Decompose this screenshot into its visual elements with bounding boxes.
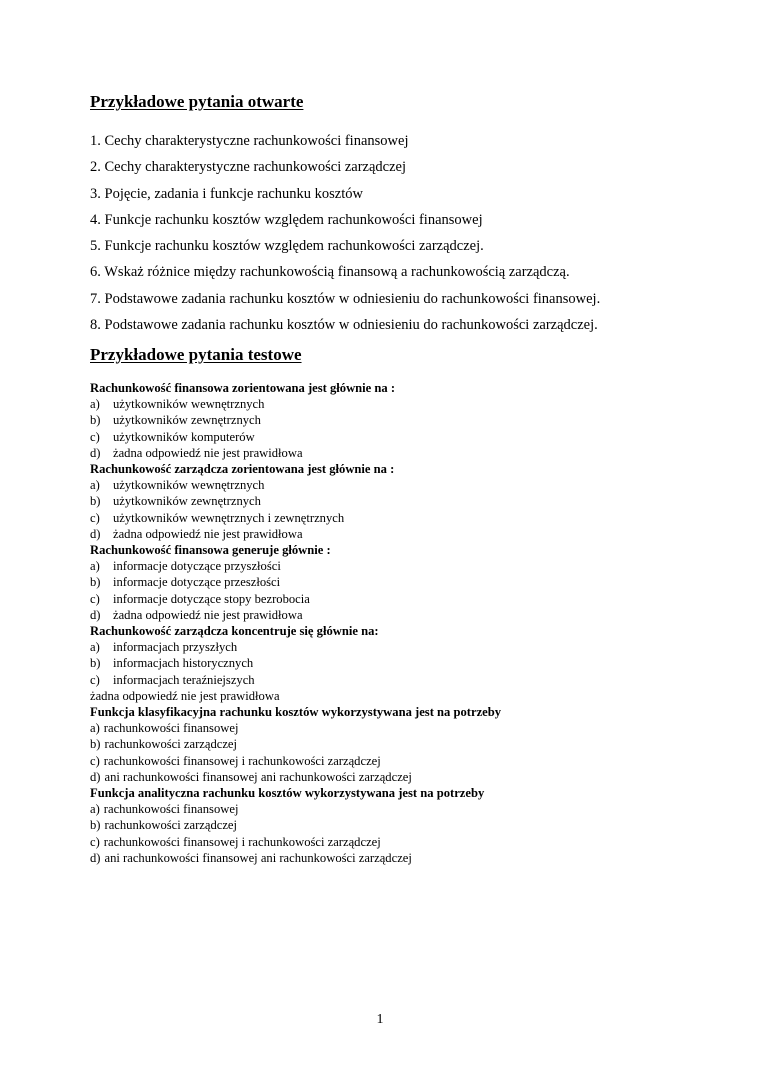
option-text: żadna odpowiedź nie jest prawidłowa: [113, 526, 303, 541]
answer-option: [90, 639, 501, 655]
answer-option: [90, 412, 501, 428]
option-text: żadna odpowiedź nie jest prawidłowa: [113, 445, 303, 460]
answer-option: [90, 801, 501, 817]
option-text: informacjach przyszłych: [113, 640, 238, 655]
option-label: a): [90, 802, 100, 817]
option-text: użytkowników wewnętrznych i zewnętrznych: [113, 510, 345, 525]
option-label: a): [90, 640, 100, 655]
option-text: użytkowników zewnętrznych: [113, 494, 261, 509]
answer-option: [90, 558, 501, 574]
option-label: c): [90, 834, 100, 849]
option-text: rachunkowości finansowej i rachunkowości zarządczej: [103, 834, 381, 849]
option-text: żadna odpowiedź nie jest prawidłowa: [90, 688, 280, 703]
test-question: Rachunkowość zarządcza zorientowana jest głównie na :: [90, 462, 395, 477]
answer-option: [90, 445, 501, 461]
test-question: Rachunkowość finansowa zorientowana jest głównie na :: [90, 381, 396, 395]
answer-option: [90, 672, 501, 688]
test-questions-list: [90, 380, 501, 866]
test-question: Funkcja klasyfikacyjna rachunku kosztów wykorzystywana jest na potrzeby: [90, 705, 502, 720]
option-label: a): [90, 559, 100, 574]
option-text: ani rachunkowości finansowej ani rachunkowości zarządczej: [104, 769, 412, 784]
answer-option: [90, 655, 501, 671]
answer-option: [90, 850, 501, 866]
answer-option: [90, 591, 501, 607]
answer-option: [90, 736, 501, 752]
option-label: b): [90, 656, 101, 671]
answer-option: [90, 493, 501, 509]
list-item: 5. Funkcje rachunku kosztów względem rachunkowości zarządczej.: [90, 238, 484, 255]
list-item: 1. Cechy charakterystyczne rachunkowości finansowej: [90, 133, 409, 149]
option-label: c): [90, 429, 100, 444]
answer-option: [90, 526, 501, 542]
open-questions-list: [90, 131, 600, 341]
option-label: c): [90, 510, 100, 525]
answer-option: [90, 834, 501, 850]
answer-option: [90, 477, 501, 493]
option-label: a): [90, 397, 100, 412]
option-text: użytkowników zewnętrznych: [113, 413, 261, 428]
option-label: b): [90, 413, 101, 428]
answer-option: [90, 574, 501, 590]
answer-option: [90, 753, 501, 769]
option-label: b): [90, 494, 101, 509]
list-item: 2. Cechy charakterystyczne rachunkowości zarządczej: [90, 159, 407, 176]
option-text: informacjach historycznych: [113, 656, 254, 671]
option-label: d): [90, 607, 101, 622]
option-label: c): [90, 753, 100, 768]
option-text: rachunkowości finansowej i rachunkowości zarządczej: [103, 753, 381, 768]
option-label: d): [90, 850, 101, 865]
test-question: Funkcja analityczna rachunku kosztów wykorzystywana jest na potrzeby: [90, 786, 485, 801]
list-item: 3. Pojęcie, zadania i funkcje rachunku kosztów: [90, 185, 363, 202]
open-questions-heading: Przykładowe pytania otwarte: [90, 92, 304, 111]
answer-option: [90, 396, 501, 412]
option-label: b): [90, 818, 101, 833]
option-label: a): [90, 721, 100, 736]
option-text: rachunkowości zarządczej: [104, 818, 238, 833]
answer-option: [90, 429, 501, 445]
list-item: 7. Podstawowe zadania rachunku kosztów w odniesieniu do rachunkowości finansowej.: [90, 290, 601, 307]
option-label: b): [90, 737, 101, 752]
option-text: informacje dotyczące stopy bezrobocia: [113, 591, 310, 606]
page-number: 1: [376, 1012, 384, 1027]
list-item: 6. Wskaż różnice między rachunkowością finansową a rachunkowością zarządczą.: [90, 264, 570, 281]
test-question: Rachunkowość zarządcza koncentruje się głównie na:: [90, 624, 379, 639]
answer-option: [90, 607, 501, 623]
answer-option: [90, 688, 501, 704]
option-text: rachunkowości finansowej: [103, 802, 239, 817]
option-text: informacjach teraźniejszych: [113, 672, 255, 687]
option-text: żadna odpowiedź nie jest prawidłowa: [113, 607, 303, 622]
answer-option: [90, 510, 501, 526]
test-questions-heading: Przykładowe pytania testowe: [90, 345, 302, 364]
option-text: użytkowników wewnętrznych: [113, 397, 265, 412]
option-label: d): [90, 769, 101, 784]
option-text: informacje dotyczące przeszłości: [113, 575, 281, 590]
option-label: b): [90, 575, 101, 590]
answer-option: [90, 817, 501, 833]
option-label: c): [90, 672, 100, 687]
option-text: rachunkowości zarządczej: [104, 737, 238, 752]
list-item: 8. Podstawowe zadania rachunku kosztów w odniesieniu do rachunkowości zarządczej.: [90, 317, 598, 334]
answer-option: [90, 720, 501, 736]
answer-option: [90, 769, 501, 785]
option-text: rachunkowości finansowej: [103, 721, 239, 736]
option-label: c): [90, 591, 100, 606]
option-text: informacje dotyczące przyszłości: [113, 559, 281, 574]
option-text: użytkowników wewnętrznych: [113, 478, 265, 493]
option-label: a): [90, 478, 100, 493]
test-question: Rachunkowość finansowa generuje głównie :: [90, 543, 331, 558]
list-item: 4. Funkcje rachunku kosztów względem rachunkowości finansowej: [90, 211, 483, 228]
option-text: ani rachunkowości finansowej ani rachunkowości zarządczej: [104, 850, 412, 865]
option-text: użytkowników komputerów: [113, 429, 255, 444]
option-label: d): [90, 526, 101, 541]
option-label: d): [90, 445, 101, 460]
